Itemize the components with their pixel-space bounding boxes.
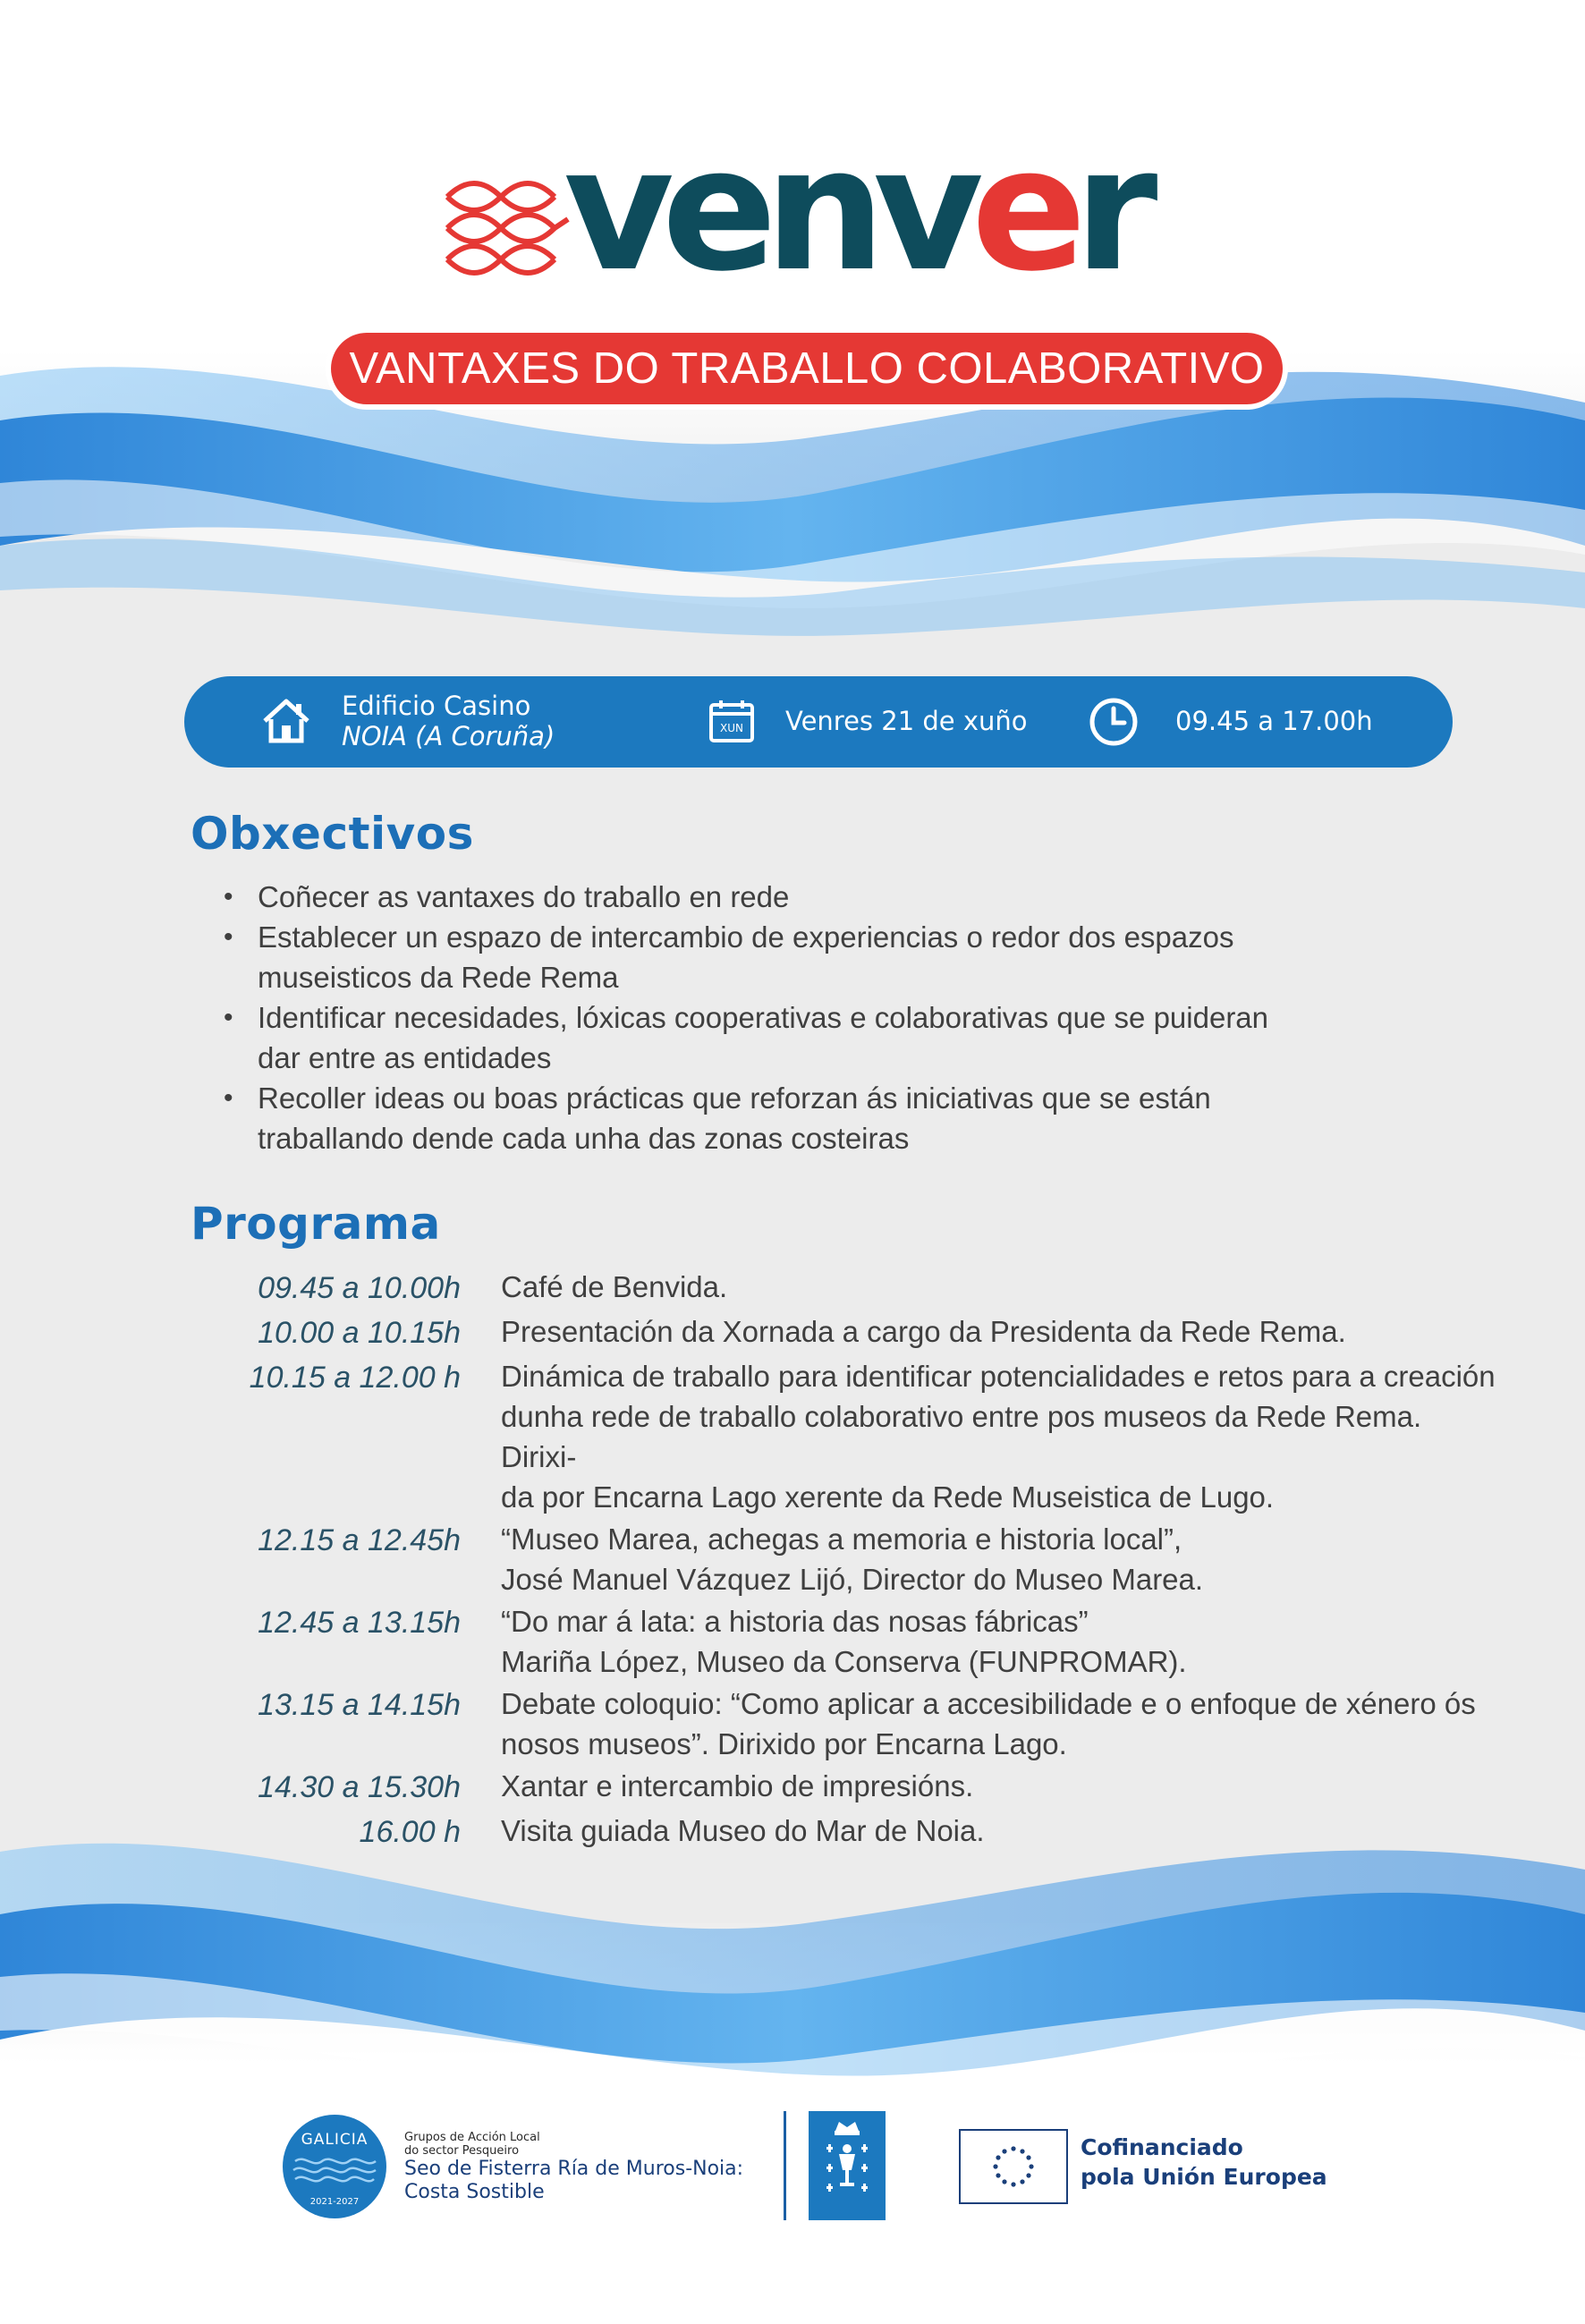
fishing-net-icon (438, 170, 572, 286)
event-time: 09.45 a 17.00h (1175, 706, 1373, 736)
objectives-title: Obxectivos (191, 808, 474, 860)
program-line: Debate coloquio: “Como aplicar a accesibilidade e o enfoque de xénero ós (501, 1687, 1476, 1720)
list-item (224, 877, 1386, 917)
event-date: Venres 21 de xuño (785, 706, 1028, 736)
bullet-icon: • (224, 922, 233, 952)
program-description (501, 1601, 1503, 1682)
flag-big-line: Seo de Fisterra Ría de Muros-Noia: (404, 2158, 744, 2180)
program-time: 12.45 a 13.15h (258, 1606, 461, 1640)
program-line: José Manuel Vázquez Lijó, Director do Museo Marea. (501, 1563, 1204, 1596)
program-line: dunha rede de traballo colaborativo entre pos museos da Rede Rema. Dirixi- (501, 1400, 1422, 1473)
venver-logo (438, 111, 1154, 313)
logo-part-1: ven (564, 111, 873, 309)
eu-line: Cofinanciado (1081, 2134, 1243, 2160)
program-line: “Do mar á lata: a historia das nosas fábricas” (501, 1605, 1089, 1638)
list-item (224, 1078, 1386, 1158)
program-description (501, 1766, 1503, 1809)
galicia-badge (283, 2115, 386, 2218)
program-description (501, 1311, 1503, 1354)
program-line: nosos museos”. Dirixido por Encarna Lago. (501, 1727, 1067, 1760)
clock-icon (1088, 696, 1140, 748)
flag-small-line: do sector Pesqueiro (404, 2144, 520, 2158)
table-row (215, 1684, 1503, 1764)
program-description (501, 1356, 1503, 1517)
logo-part-4: r (1073, 111, 1146, 309)
objective-line: Establecer un espazo de intercambio de experiencias o redor dos espazos (258, 920, 1234, 954)
eu-flag-icon (959, 2129, 1068, 2204)
objective-line: traballando dende cada unha das zonas costeiras (258, 1122, 910, 1155)
table-row (215, 1356, 1503, 1517)
program-time: 12.15 a 12.45h (258, 1523, 461, 1557)
logo-part-2: v (872, 111, 971, 309)
logo-wordmark (564, 111, 1146, 309)
table-row (215, 1519, 1503, 1599)
table-row (215, 1811, 1503, 1853)
table-row (215, 1267, 1503, 1310)
program-time: 09.45 a 10.00h (258, 1271, 461, 1305)
footer-divider (784, 2111, 786, 2220)
program-line: Café de Benvida. (501, 1270, 728, 1303)
program-line: “Museo Marea, achegas a memoria e historia local”, (501, 1522, 1182, 1556)
bullet-icon: • (224, 1083, 233, 1113)
objectives-list (224, 877, 1386, 1158)
subtitle-banner: VANTAXES DO TRABALLO COLABORATIVO (331, 333, 1283, 404)
program-time: 13.15 a 14.15h (258, 1688, 461, 1722)
program-line: Xantar e intercambio de impresións. (501, 1769, 974, 1802)
program-title: Programa (191, 1198, 441, 1250)
location-name: Edificio Casino (342, 691, 531, 721)
event-info-bar (184, 676, 1453, 768)
flag-big-line: Costa Sostible (404, 2181, 545, 2203)
bullet-icon: • (224, 882, 233, 912)
program-time: 10.00 a 10.15h (258, 1316, 461, 1350)
eu-line: pola Unión Europea (1081, 2164, 1327, 2190)
objective-line: Coñecer as vantaxes do traballo en rede (258, 880, 790, 913)
program-description (501, 1267, 1503, 1310)
location-block (342, 691, 555, 751)
program-line: Visita guiada Museo do Mar de Noia. (501, 1814, 985, 1847)
table-row (215, 1601, 1503, 1682)
program-description (501, 1684, 1503, 1764)
xunta-shield-logo (809, 2111, 886, 2220)
calendar-month-label: XUN (720, 722, 743, 734)
list-item (224, 997, 1386, 1078)
program-line: Dinámica de traballo para identificar potencialidades e retos para a creación (501, 1360, 1496, 1393)
objective-line: dar entre as entidades (258, 1041, 552, 1074)
calendar-icon (708, 698, 755, 744)
list-item (224, 917, 1386, 997)
table-row (215, 1766, 1503, 1809)
program-schedule (215, 1267, 1503, 1855)
program-line: Presentación da Xornada a cargo da Presidenta da Rede Rema. (501, 1315, 1346, 1348)
flag-group-text (404, 2131, 743, 2204)
galicia-years: 2021-2027 (309, 2196, 360, 2207)
objective-line: Recoller ideas ou boas prácticas que reforzan ás iniciativas que se están (258, 1081, 1211, 1115)
program-description (501, 1519, 1503, 1599)
objective-line: Identificar necesidades, lóxicas cooperativas e colaborativas que se puideran (258, 1001, 1269, 1034)
home-icon (261, 696, 311, 746)
flag-small-line: Grupos de Acción Local (404, 2131, 540, 2144)
program-time: 16.00 h (359, 1815, 461, 1849)
table-row (215, 1311, 1503, 1354)
program-time: 10.15 a 12.00 h (249, 1361, 461, 1395)
program-time: 14.30 a 15.30h (258, 1770, 461, 1804)
galicia-label: GALICIA (301, 2130, 369, 2149)
objective-line: museisticos da Rede Rema (258, 961, 619, 994)
location-city: NOIA (A Coruña) (342, 721, 555, 751)
program-description (501, 1811, 1503, 1853)
program-line: da por Encarna Lago xerente da Rede Museistica de Lugo. (501, 1480, 1275, 1514)
program-line: Mariña López, Museo da Conserva (FUNPROMAR). (501, 1645, 1187, 1678)
logo-part-3: e (970, 111, 1074, 309)
bullet-icon: • (224, 1003, 233, 1032)
eu-cofinance-text (1081, 2133, 1327, 2192)
